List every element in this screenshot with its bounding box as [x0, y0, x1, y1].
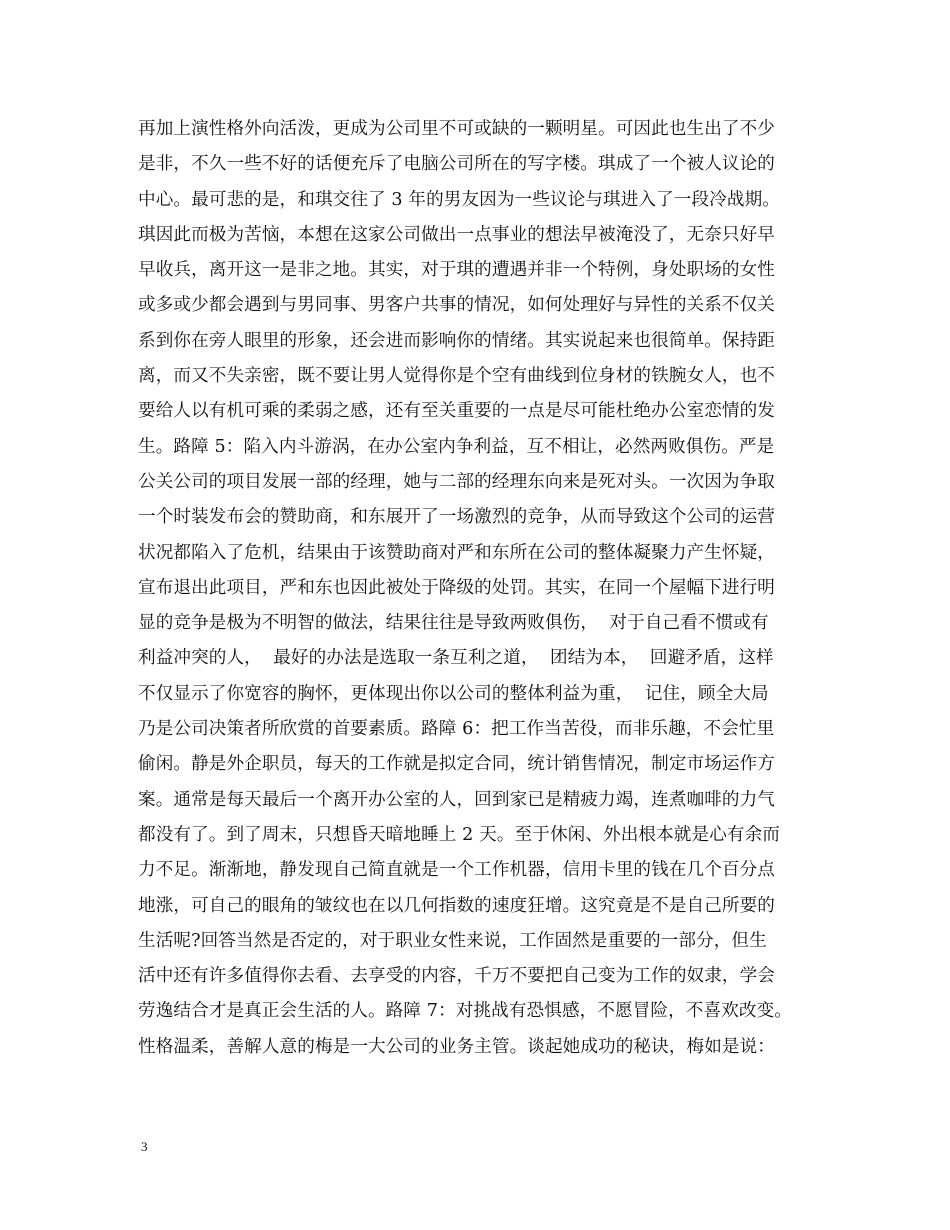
text-line: 是非，不久一些不好的话便充斥了电脑公司所在的写字楼。琪成了一个被人议论的 — [138, 154, 775, 175]
text-line: 劳逸结合才是真正会生活的人。路障 7：对挑战有恐惧感，不愿冒险，不喜欢改变。 — [138, 1001, 792, 1022]
text-line: 系到你在旁人眼里的形象，还会进而影响你的情绪。其实说起来也很简单。保持距 — [138, 330, 775, 351]
text-line: 地涨，可自己的眼角的皱纹也在以几何指数的速度狂增。这究竟是不是自己所要的 — [138, 895, 775, 916]
page-number: 3 — [141, 1139, 148, 1154]
text-line: 一个时装发布会的赞助商，和东展开了一场激烈的竞争，从而导致这个公司的运营 — [138, 507, 775, 528]
text-line: 中心。最可悲的是，和琪交往了 3 年的男友因为一些议论与琪进入了一段冷战期。 — [138, 189, 780, 210]
text-line: 生活呢?回答当然是否定的，对于职业女性来说，工作固然是重要的一部分，但生 — [138, 930, 767, 951]
text-line: 生。路障 5：陷入内斗游涡，在办公室内争利益，互不相让，必然两败俱伤。严是 — [138, 436, 775, 457]
text-line: 显的竞争是极为不明智的做法，结果往往是导致两败俱伤， 对于自己看不惯或有 — [138, 613, 769, 634]
text-line: 公关公司的项目发展一部的经理，她与二部的经理东向来是死对头。一次因为争取 — [138, 471, 775, 492]
text-line: 偷闲。静是外企职员，每天的工作就是拟定合同，统计销售情况，制定市场运作方 — [138, 754, 775, 775]
text-line: 再加上演性格外向活泼，更成为公司里不可或缺的一颗明星。可因此也生出了不少 — [138, 119, 775, 139]
text-line: 力不足。渐渐地，静发现自己简直就是一个工作机器，信用卡里的钱在几个百分点 — [138, 860, 775, 881]
text-line: 案。通常是每天最后一个离开办公室的人，回到家已是精疲力竭，连煮咖啡的力气 — [138, 789, 775, 810]
text-line: 琪因此而极为苦恼，本想在这家公司做出一点事业的想法早被淹没了，无奈只好早 — [138, 224, 775, 245]
text-line: 利益冲突的人， 最好的办法是选取一条互利之道， 团结为本， 回避矛盾，这样 — [138, 648, 774, 669]
text-line: 早收兵，离开这一是非之地。其实，对于琪的遭遇并非一个特例，身处职场的女性 — [138, 260, 775, 281]
text-line: 活中还有许多值得你去看、去享受的内容，千万不要把自己变为工作的奴隶，学会 — [138, 966, 775, 987]
text-line: 不仅显示了你宽容的胸怀，更体现出你以公司的整体利益为重， 记住，顾全大局 — [138, 683, 769, 704]
text-line: 离，而又不失亲密，既不要让男人觉得你是个空有曲线到位身材的铁腕女人，也不 — [138, 366, 775, 387]
text-line: 性格温柔，善解人意的梅是一大公司的业务主管。谈起她成功的秘诀，梅如是说： — [138, 1036, 775, 1057]
text-line: 都没有了。到了周末，只想昏天暗地睡上 2 天。至于休闲、外出根本就是心有余而 — [138, 824, 780, 845]
body-text — [138, 112, 838, 1065]
text-line: 状况都陷入了危机，结果由于该赞助商对严和东所在公司的整体凝聚力产生怀疑， — [138, 542, 775, 563]
text-line: 宣布退出此项目，严和东也因此被处于降级的处罚。其实，在同一个屋幅下进行明 — [138, 577, 775, 598]
text-line: 乃是公司决策者所欣赏的首要素质。路障 6：把工作当苦役，而非乐趣，不会忙里 — [138, 719, 775, 740]
text-line: 或多或少都会遇到与男同事、男客户共事的情况，如何处理好与异性的关系不仅关 — [138, 295, 775, 316]
text-line: 要给人以有机可乘的柔弱之感，还有至关重要的一点是尽可能杜绝办公室恋情的发 — [138, 401, 775, 422]
